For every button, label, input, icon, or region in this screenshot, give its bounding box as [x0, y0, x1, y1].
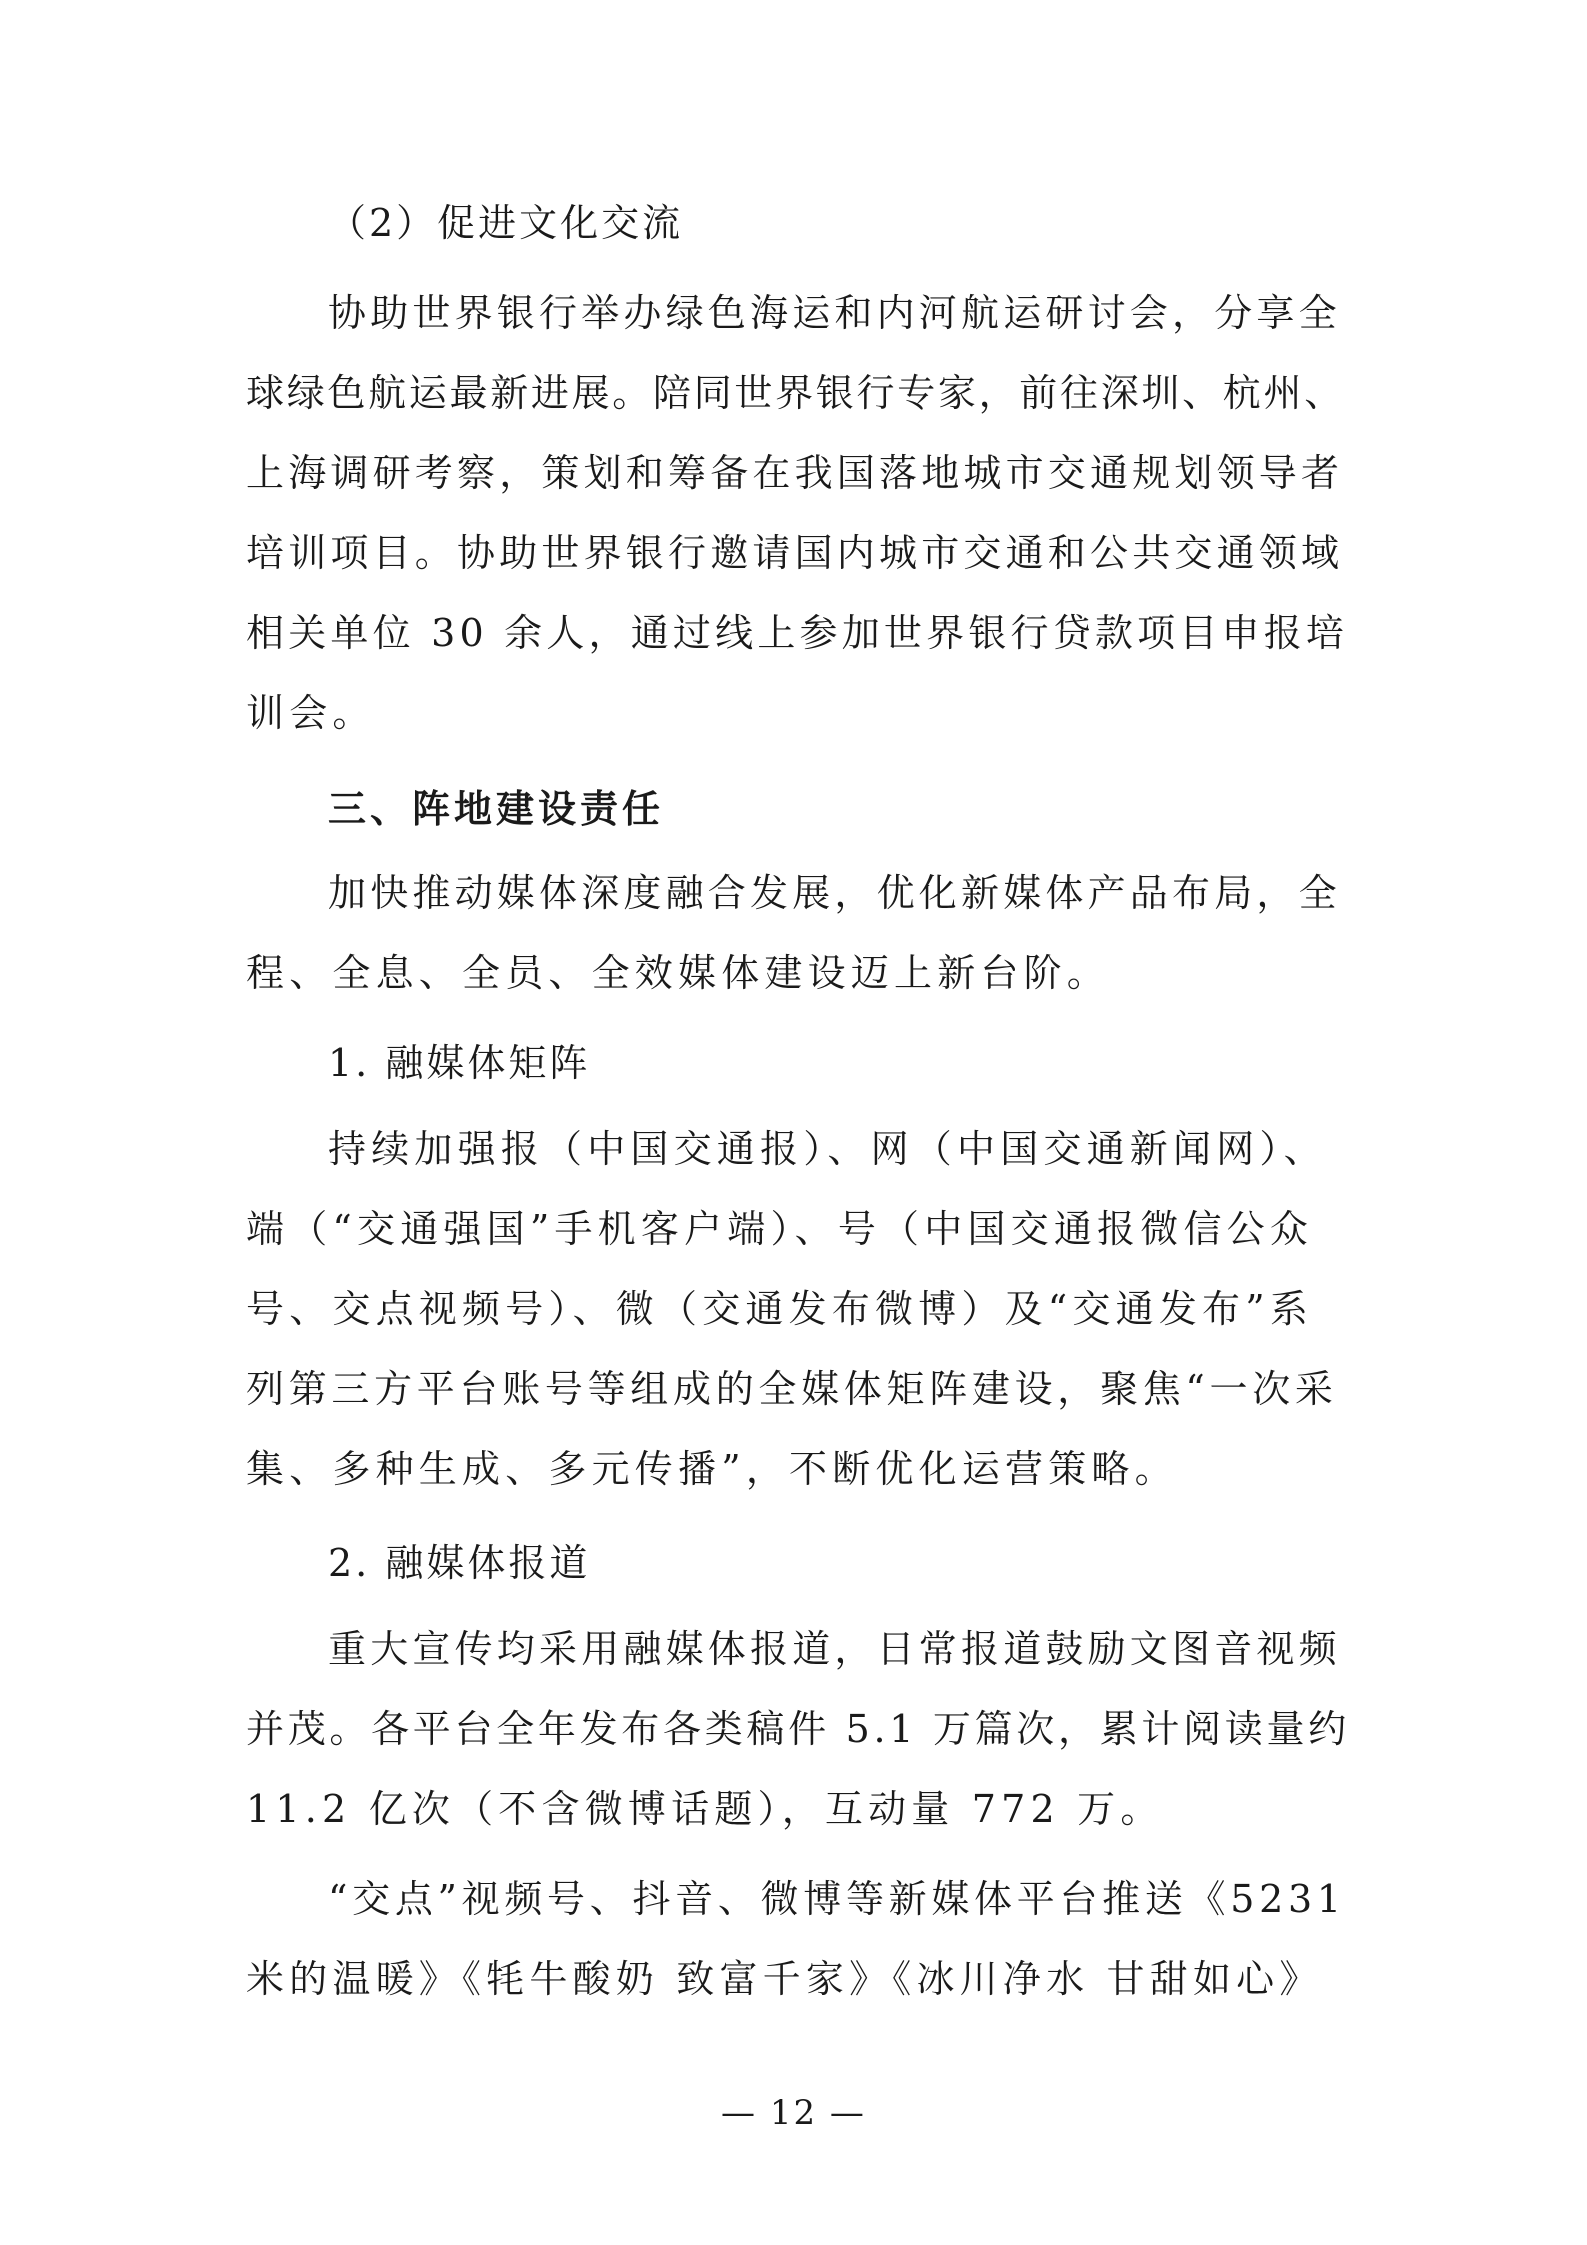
paragraph-line: 相关单位 30 余人，通过线上参加世界银行贷款项目申报培 [246, 611, 1349, 655]
paragraph-line: 集、多种生成、多元传播”，不断优化运营策略。 [246, 1447, 1178, 1491]
paragraph-line: 培训项目。协助世界银行邀请国内城市交通和公共交通领域 [246, 531, 1344, 575]
paragraph-line: 列第三方平台账号等组成的全媒体矩阵建设，聚焦“一次采 [246, 1367, 1338, 1411]
section-heading-position-building: 三、阵地建设责任 [328, 787, 665, 831]
paragraph-line: 持续加强报（中国交通报）、网（中国交通新闻网）、 [328, 1127, 1327, 1171]
subheading-media-reporting: 2. 融媒体报道 [328, 1541, 591, 1585]
section-heading-culture-exchange: （2）促进文化交流 [328, 201, 684, 245]
paragraph-line: 重大宣传均采用融媒体报道，日常报道鼓励文图音视频 [328, 1627, 1341, 1671]
paragraph-line: 球绿色航运最新进展。陪同世界银行专家，前往深圳、杭州、 [246, 371, 1345, 415]
paragraph-line: 协助世界银行举办绿色海运和内河航运研讨会，分享全 [328, 291, 1341, 335]
paragraph-line: 训会。 [246, 691, 376, 735]
paragraph-line: 加快推动媒体深度融合发展，优化新媒体产品布局，全 [328, 871, 1341, 915]
paragraph-line: 号、交点视频号）、微（交通发布微博）及“交通发布”系 [246, 1287, 1314, 1331]
paragraph-line: 并茂。各平台全年发布各类稿件 5.1 万篇次，累计阅读量约 [246, 1707, 1350, 1751]
page-number: — 12 — [721, 2093, 866, 2133]
paragraph-line: “交点”视频号、抖音、微博等新媒体平台推送《5231 [328, 1877, 1346, 1921]
paragraph-line: 端（“交通强国”手机客户端）、号（中国交通报微信公众 [246, 1207, 1314, 1251]
paragraph-line: 米的温暖》《牦牛酸奶 致富千家》《冰川净水 甘甜如心》 [246, 1957, 1323, 2001]
subheading-media-matrix: 1. 融媒体矩阵 [328, 1041, 591, 1085]
paragraph-line: 上海调研考察，策划和筹备在我国落地城市交通规划领导者 [246, 451, 1344, 495]
paragraph-line: 程、全息、全员、全效媒体建设迈上新台阶。 [246, 951, 1111, 995]
paragraph-line: 11.2 亿次（不含微博话题），互动量 772 万。 [246, 1787, 1164, 1831]
